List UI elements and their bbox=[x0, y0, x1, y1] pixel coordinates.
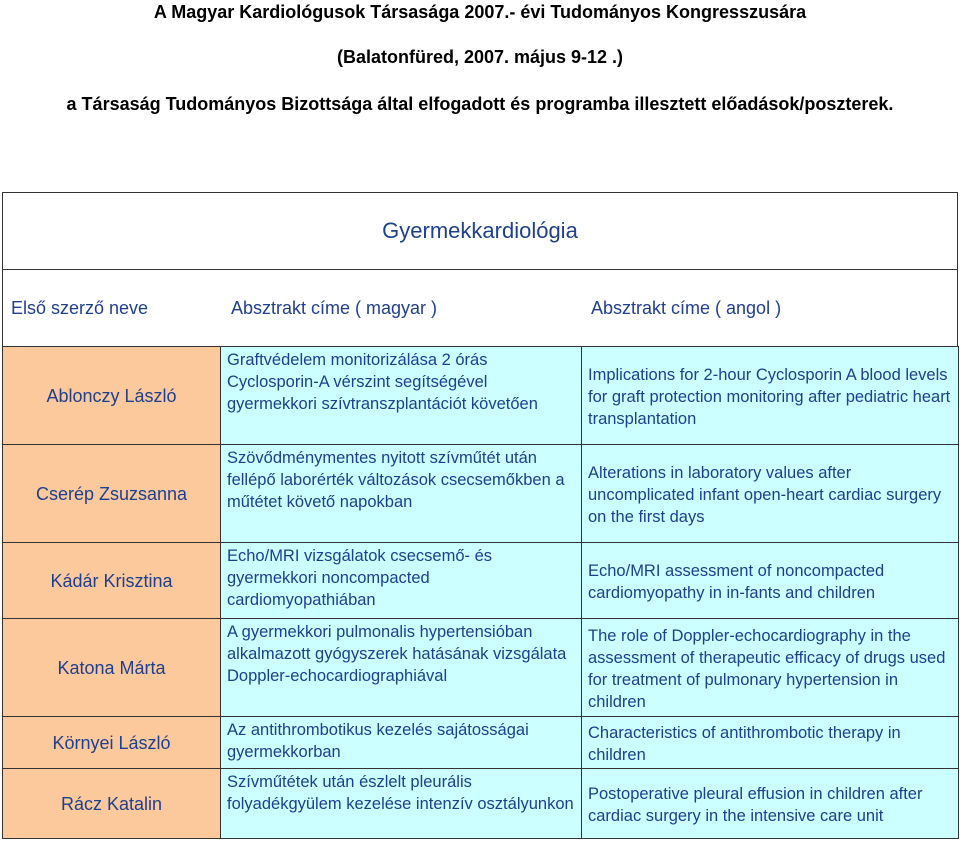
title-hu-cell: Szövődménymentes nyitott szívműtét után fellépő laborérték változások csecsemőkben a műtétet követő napokban bbox=[221, 445, 582, 543]
header-line-2: (Balatonfüred, 2007. május 9-12 .) bbox=[336, 47, 624, 67]
table-row bbox=[3, 619, 959, 717]
author-cell: Cserép Zsuzsanna bbox=[3, 445, 221, 543]
table-row bbox=[3, 347, 959, 445]
header-line-1: A Magyar Kardiológusok Társasága 2007.- évi Tudományos Kongresszusára bbox=[153, 2, 807, 22]
table-row bbox=[3, 543, 959, 619]
abstracts-table bbox=[2, 346, 959, 839]
author-cell: Kádár Krisztina bbox=[3, 543, 221, 619]
author-cell: Ablonczy László bbox=[3, 347, 221, 445]
title-hu-cell: Szívműtétek után észlelt pleurális folyadékgyülem kezelése intenzív osztályunkon bbox=[221, 769, 582, 839]
column-headers bbox=[2, 270, 958, 346]
section-title: Gyermekkardiológia bbox=[2, 192, 958, 270]
header-line-3: a Társaság Tudományos Bizottsága által elfogadott és programba illesztett előadások/poszterek. bbox=[66, 94, 894, 114]
table-row bbox=[3, 717, 959, 769]
title-hu-cell: A gyermekkori pulmonalis hypertensióban alkalmazott gyógyszerek hatásának vizsgálata Doppler-echocardiographiával bbox=[221, 619, 582, 717]
table-row bbox=[3, 769, 959, 839]
title-en-cell: Echo/MRI assessment of noncompacted cardiomyopathy in in-fants and children bbox=[582, 543, 959, 619]
title-hu-cell: Echo/MRI vizsgálatok csecsemő- és gyermekkori noncompacted cardiomyopathiában bbox=[221, 543, 582, 619]
title-hu-cell: Az antithrombotikus kezelés sajátosságai gyermekkorban bbox=[221, 717, 582, 769]
author-cell: Rácz Katalin bbox=[3, 769, 221, 839]
table-row bbox=[3, 445, 959, 543]
title-en-cell: Characteristics of antithrombotic therapy in children bbox=[582, 717, 959, 769]
title-hu-cell: Graftvédelem monitorizálása 2 órás Cyclosporin-A vérszint segítségével gyermekkori szívtranszplantációt követően bbox=[221, 347, 582, 445]
title-en-cell: Postoperative pleural effusion in children after cardiac surgery in the intensive care unit bbox=[582, 769, 959, 839]
title-en-cell: The role of Doppler-echocardiography in the assessment of therapeutic efficacy of drugs used for treatment of pulmonary hypertension in children bbox=[582, 619, 959, 717]
title-en-cell: Implications for 2-hour Cyclosporin A blood levels for graft protection monitoring after pediatric heart transplantation bbox=[582, 347, 959, 445]
author-cell: Katona Márta bbox=[3, 619, 221, 717]
column-header-title-hu: Absztrakt címe ( magyar ) bbox=[231, 298, 438, 318]
column-header-title-en: Absztrakt címe ( angol ) bbox=[591, 298, 782, 318]
column-header-author: Első szerző neve bbox=[11, 298, 149, 318]
author-cell: Környei László bbox=[3, 717, 221, 769]
title-en-cell: Alterations in laboratory values after uncomplicated infant open-heart cardiac surgery on the first days bbox=[582, 445, 959, 543]
